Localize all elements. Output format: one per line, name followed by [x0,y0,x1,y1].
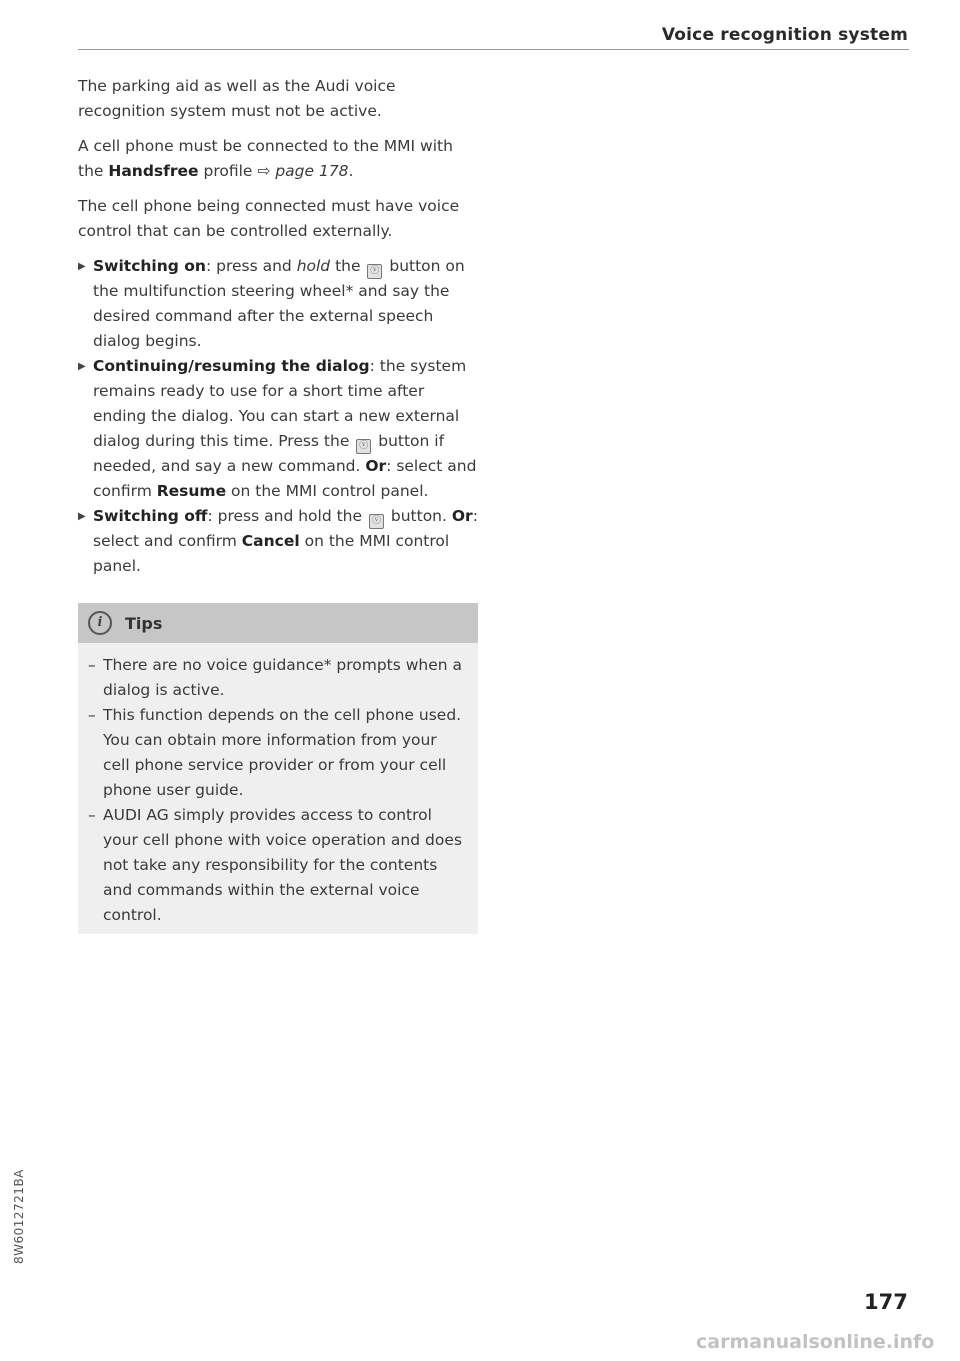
document-code: 8W6012721BA [12,1169,26,1265]
voice-button-icon: ⓥ [367,264,382,279]
tips-title: Tips [125,613,163,633]
step-continuing-dialog: ▶ Continuing/resuming the dialog: the system remains ready to use for a short time after ending the dialog. You can start a new external dialog during this time. Press the ⓥ button if needed, and say a new command. Or: select and confirm Resume on the MMI control panel. [78,354,478,504]
tip-item: – AUDI AG simply provides access to control your cell phone with voice operation and does not take any responsibility for the contents and commands within the external voice control. [88,803,464,928]
info-icon: i [88,611,112,635]
watermark: carmanualsonline.info [696,1331,935,1353]
header-rule [78,49,909,50]
intro-paragraph-1: The parking aid as well as the Audi voice recognition system must not be active. [78,77,396,120]
step-arrow-icon: ▶ [78,261,86,272]
main-column [78,74,478,934]
handsfree-term: Handsfree [108,162,199,180]
tip-item: – There are no voice guidance* prompts when a dialog is active. [88,653,464,703]
tips-box [78,603,478,934]
voice-button-icon: ⓥ [369,514,384,529]
step-arrow-icon: ▶ [78,361,86,372]
step-switching-off: ▶ Switching off: press and hold the ⓥ button. Or: select and confirm Cancel on the MMI control panel. [78,504,478,579]
page-number: 177 [864,1290,908,1314]
step-switching-on: ▶ Switching on: press and hold the ⓥ button on the multifunction steering wheel* and say the desired command after the external speech dialog begins. [78,254,478,354]
voice-button-icon: ⓥ [356,439,371,454]
tip-item: – This function depends on the cell phone used. You can obtain more information from your cell phone service provider or from your cell phone user guide. [88,703,464,803]
step-arrow-icon: ▶ [78,511,86,522]
intro-paragraph-3: The cell phone being connected must have voice control that can be controlled externally. [78,197,460,240]
section-title: Voice recognition system [661,25,908,45]
page-reference-link[interactable]: ⇨ page 178 [257,162,349,180]
tips-list [78,643,478,934]
intro-paragraph-2: A cell phone must be connected to the MMI with the Handsfree profile ⇨ page 178. [78,137,453,180]
instruction-steps [78,254,478,579]
tips-header [78,603,478,643]
